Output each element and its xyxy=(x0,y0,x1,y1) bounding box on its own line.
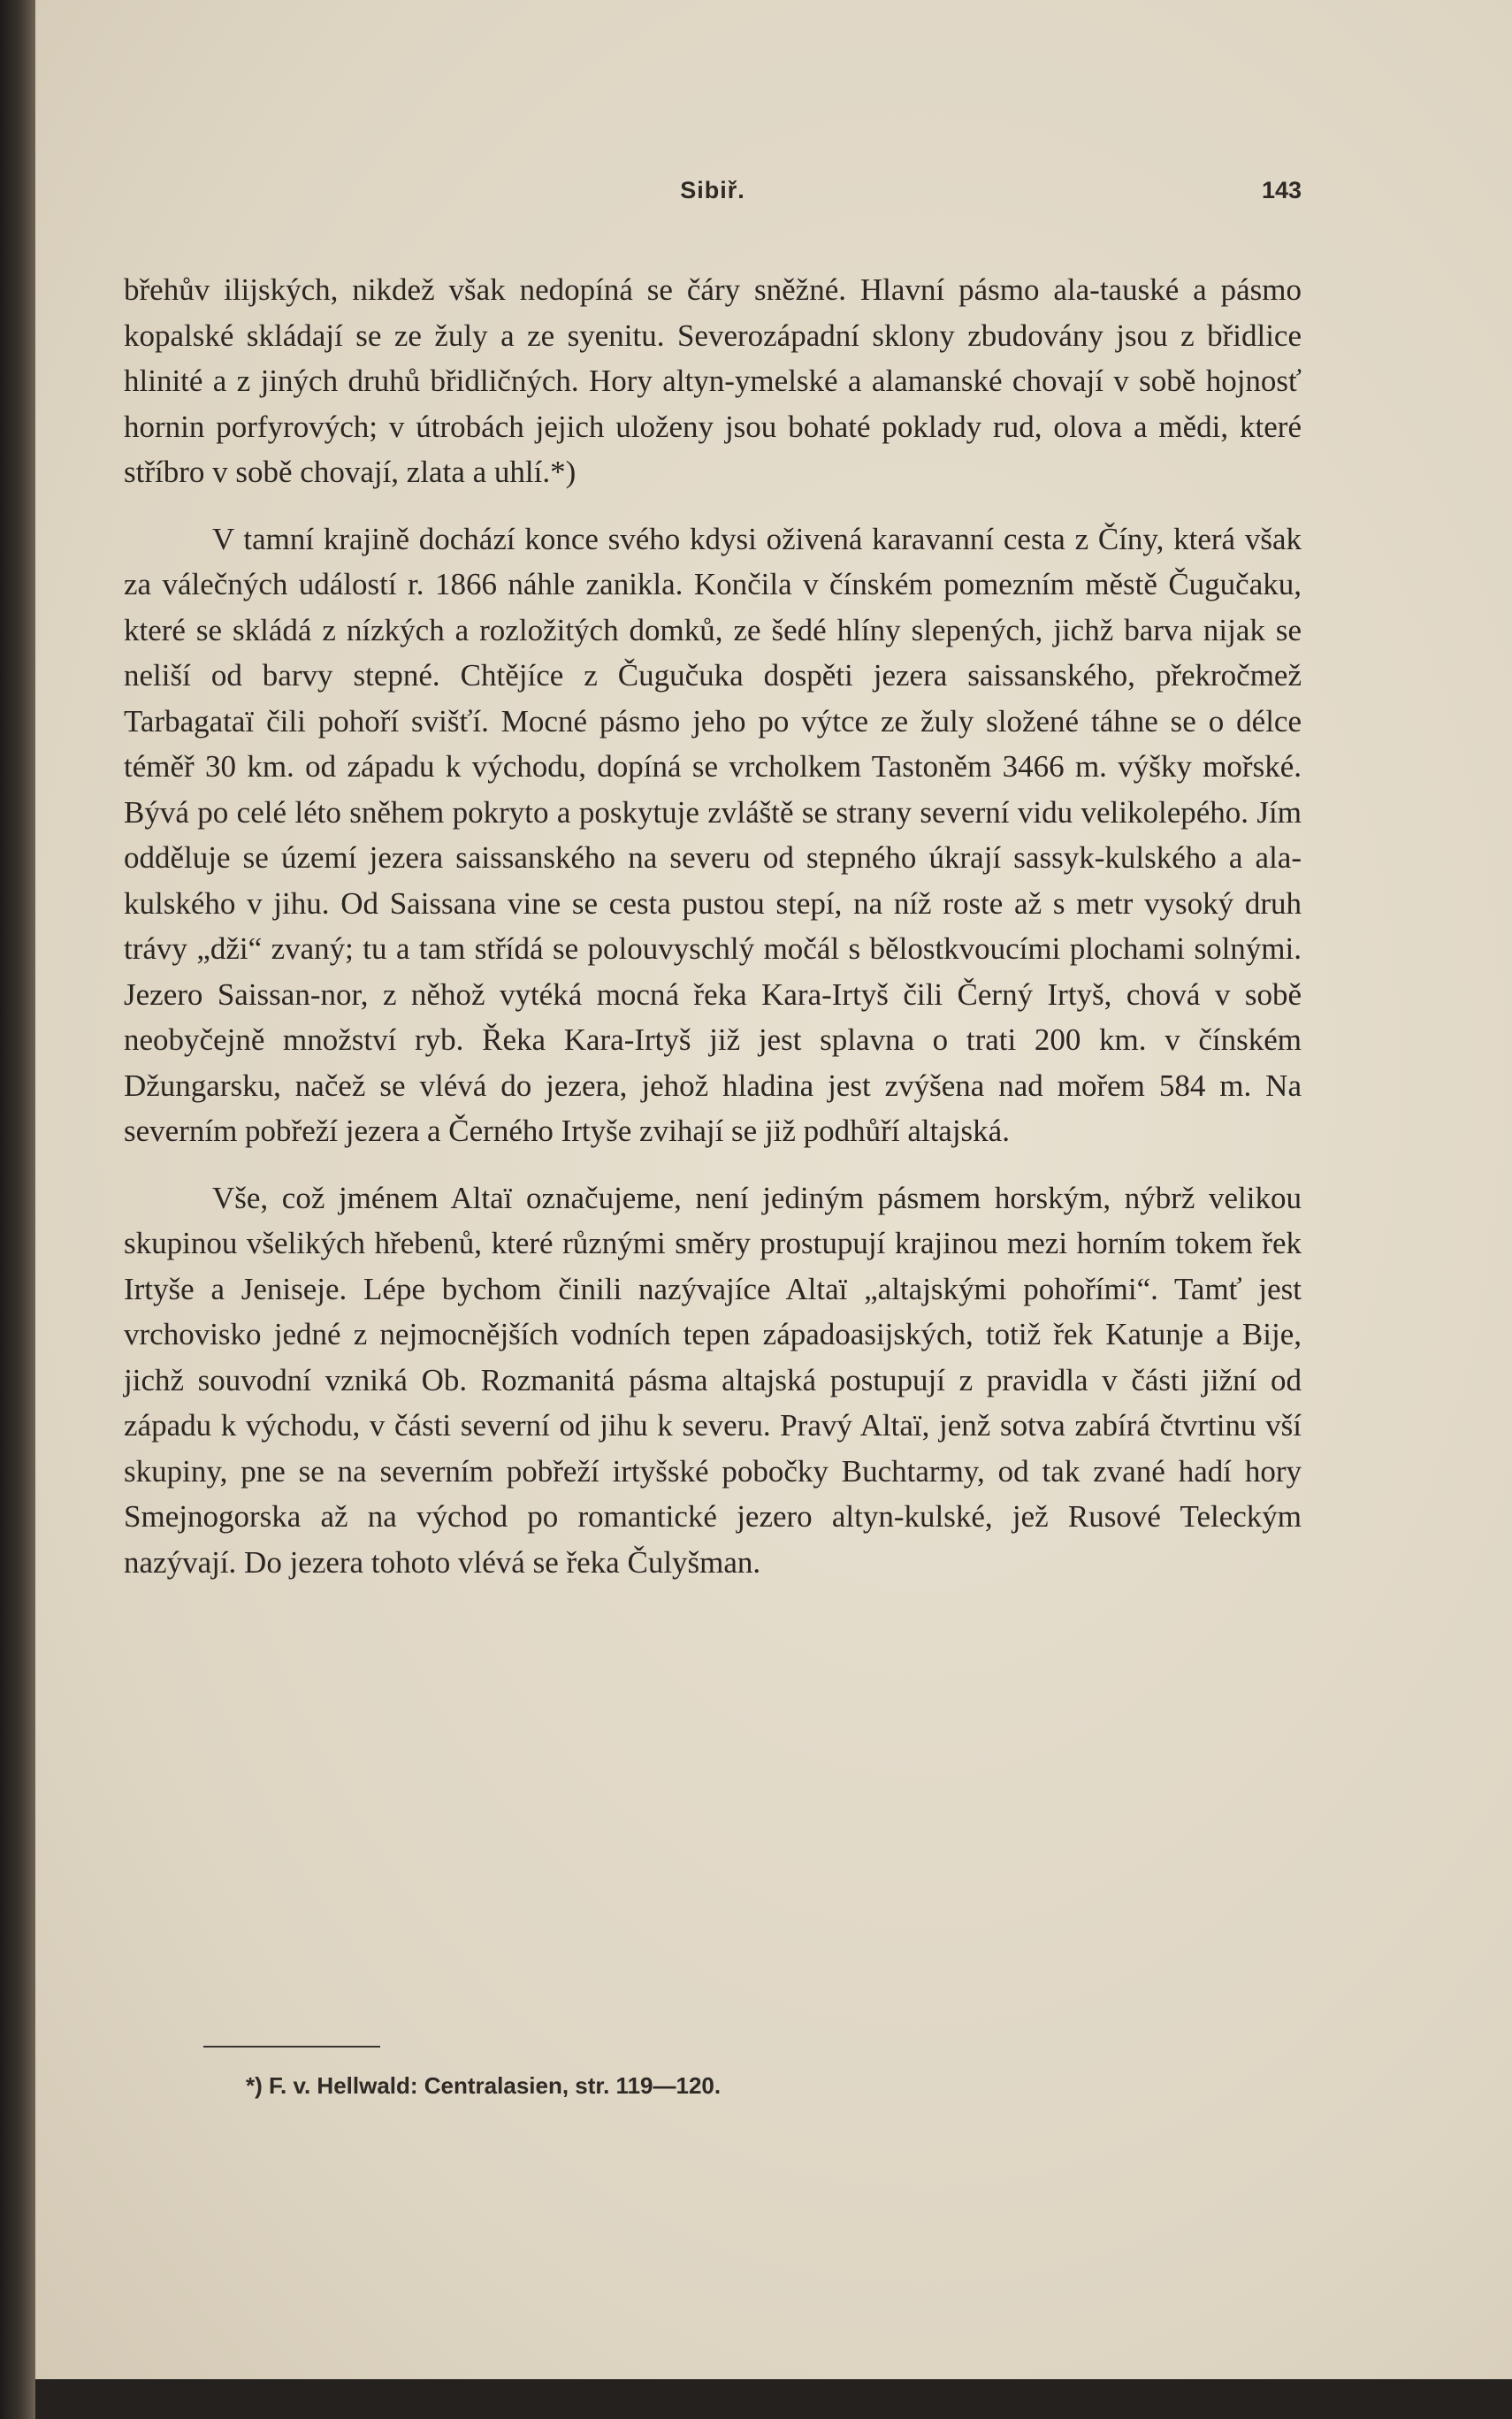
running-head: Sibiř. xyxy=(680,177,745,203)
footnote: *) F. v. Hellwald: Centralasien, str. 119—120. xyxy=(246,2072,722,2099)
paragraph-3: Vše, což jménem Altaï označujeme, není jediným pásmem horským, nýbrž velikou skupinou všelikých hřebenů, které různými směry prostupují krajinou mezi horním tokem řek Irtyše a Jeniseje. Lépe bychom činili nazývajíce Altaï „altajskými pohořími“. Tamť jest vrchovisko jedné z nejmocnějších vodních tepen západoasijských, totiž řek Katunje a Bije, jichž souvodní vzniká Ob. Rozmanitá pásma altajská postupují z pravidla v části jižní od západu k východu, v části severní od jihu k severu. Pravý Altaï, jenž sotva zabírá čtvrtinu vší skupiny, pne se na severním pobřeží irtyšské pobočky Buchtarmy, od tak zvané hadí hory Smejnogorska až na východ po romantické jezero altyn-kulské, jež Rusové Teleckým nazývají. Do jezera tohoto vlévá se řeka Čulyšman. xyxy=(124,1180,1302,1580)
book-spine xyxy=(0,0,35,2419)
page-header xyxy=(124,177,1302,221)
paragraph-1: břehův ilijských, nikdež však nedopíná se čáry sněžné. Hlavní pásmo ala-tauské a pásmo kopalské skládají se ze žuly a ze syenitu. Severozápadní sklony zbudovány jsou z břidlice hlinité a z jiných druhů břidličných. Hory altyn-ymelské a alamanské chovají v sobě hojnosť hornin porfyrových; v útrobách jejich uloženy jsou bohaté poklady rud, olova a mědi, které stříbro v sobě chovají, zlata a uhlí.*) xyxy=(124,272,1302,489)
page-number: 143 xyxy=(1261,177,1302,203)
footnote-rule xyxy=(203,2046,380,2048)
body-text xyxy=(124,267,1302,1585)
paragraph-2: V tamní krajině dochází konce svého kdysi oživená karavanní cesta z Číny, která však za válečných událostí r. 1866 náhle zanikla. Končila v čínském pomezním městě Čugučaku, které se skládá z nízkých a rozložitých domků, ze šedé hlíny slepených, jichž barva nijak se neliší od barvy stepné. Chtějíce z Čugučuka dospěti jezera saissanského, překročmež Tarbagataï čili pohoří svišťí. Mocné pásmo jeho po výtce ze žuly složené táhne se o délce téměř 30 km. od západu k východu, dopíná se vrcholkem Tastoněm 3466 m. výšky mořské. Bývá po celé léto sněhem pokryto a poskytuje zvláště se strany severní vidu velikolepého. Jím odděluje se území jezera saissanského na severu od stepného úkrají sassyk-kulského a ala-kulského v jihu. Od Saissana vine se cesta pustou stepí, na níž roste až s metr vysoký druh trávy „dži“ zvaný; tu a tam střídá se polouvyschlý močál s bělostkvoucími plochami solnými. Jezero Saissan-nor, z něhož vytéká mocná řeka Kara-Irtyš čili Černý Irtyš, chová v sobě neobyčejně množství ryb. Řeka Kara-Irtyš již jest splavna o trati 200 km. v čínském Džungarsku, načež se vlévá do jezera, jehož hladina jest zvýšena nad mořem 584 m. Na severním pobřeží jezera a Černého Irtyše zvihají se již podhůří altajská. xyxy=(124,521,1302,1148)
scan-edge xyxy=(35,2379,1512,2419)
book-page xyxy=(35,0,1512,2379)
